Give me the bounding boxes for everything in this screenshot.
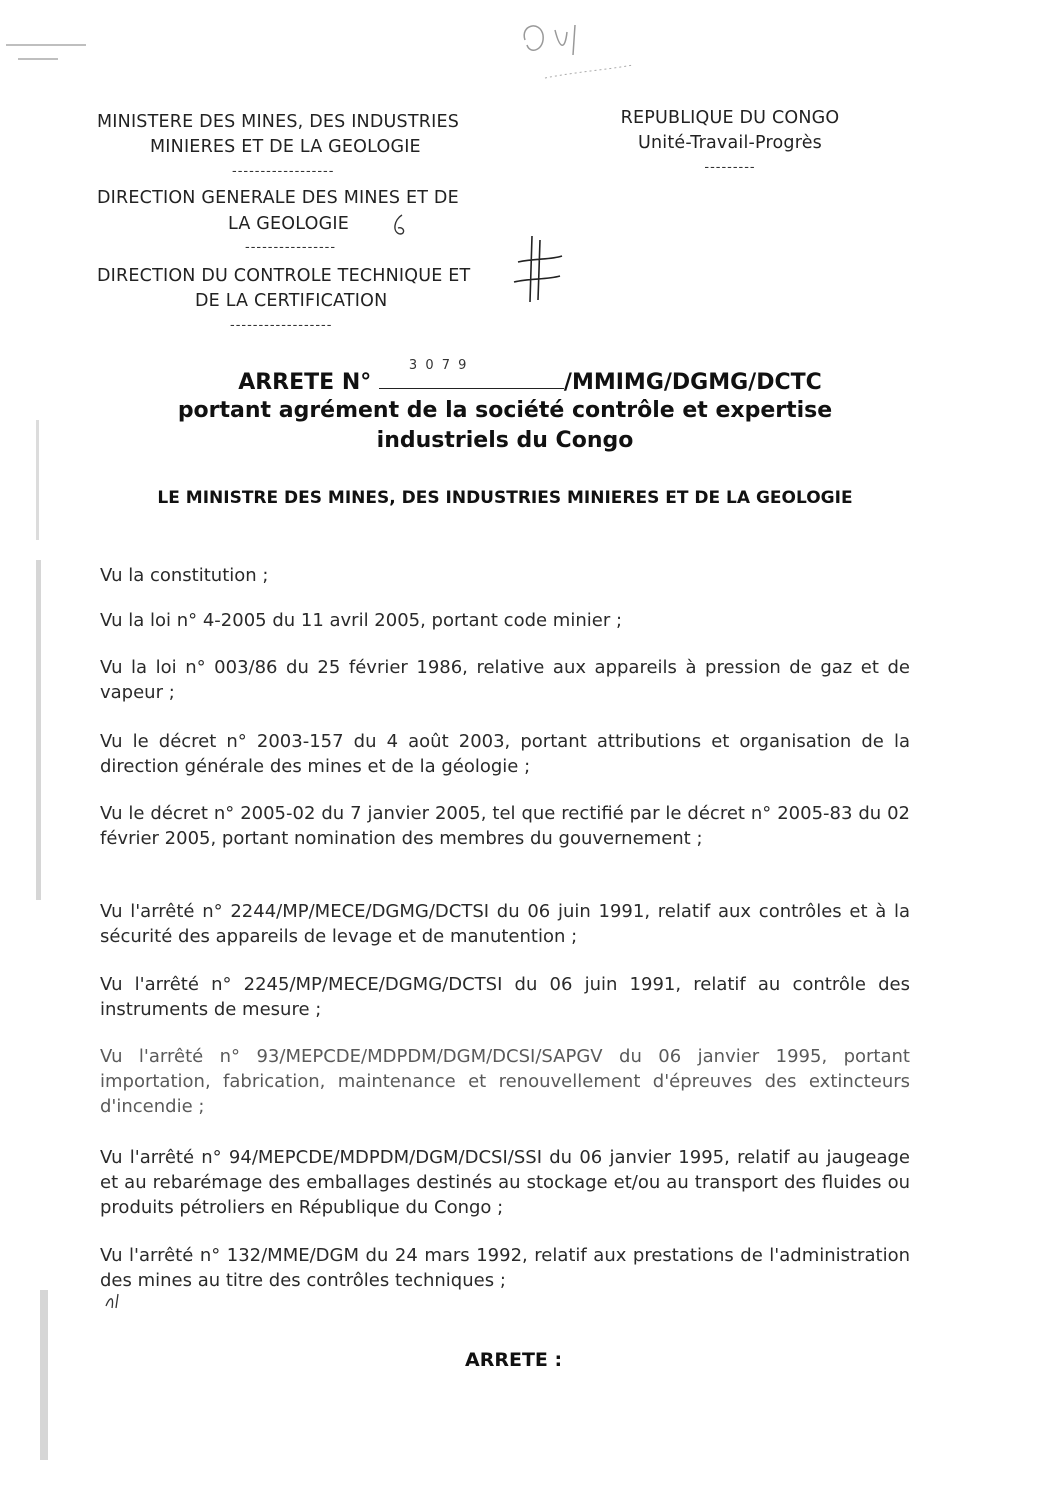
decree-prefix: ARRETE N° (238, 370, 372, 395)
visa-paragraph: Vu l'arrêté n° 94/MEPCDE/MDPDM/DGM/DCSI/SSI du 06 janvier 1995, relatif au jaugeage et au rebarémage des emballages destinés au stockage et/ou au transport des fluides ou produits pétroliers en République du Congo ; (100, 1147, 910, 1218)
minister-heading: LE MINISTRE DES MINES, DES INDUSTRIES MINIERES ET DE LA GEOLOGIE (157, 488, 853, 508)
arrete-heading: ARRETE : (465, 1349, 563, 1371)
decree-number: 3 0 7 9 (408, 358, 469, 373)
scan-mark (6, 44, 86, 46)
handwritten-signature (506, 232, 566, 308)
scan-mark (40, 1290, 48, 1460)
decree-number-blank (379, 358, 564, 389)
decree-subject-line1: portant agrément de la société contrôle et expertise (177, 398, 833, 423)
separator: ------------------ (232, 164, 335, 179)
visa-paragraph: Vu l'arrêté n° 132/MME/DGM du 24 mars 1992, relatif aux prestations de l'administration des mines au titre des contrôles techniques ; (100, 1245, 910, 1291)
visa-paragraph: Vu l'arrêté n° 2245/MP/MECE/DGMG/DCTSI du 06 juin 1991, relatif au contrôle des instruments de mesure ; (100, 974, 910, 1020)
decree-number-line (0, 358, 1060, 395)
handwritten-initial (388, 212, 412, 240)
direction-controle-line2: DE LA CERTIFICATION (195, 291, 388, 311)
decree-suffix: /MMIMG/DGMG/DCTC (563, 370, 822, 395)
separator: ---------------- (245, 240, 337, 255)
visa-paragraph: Vu la constitution ; (100, 565, 269, 586)
handwritten-scribble (505, 10, 645, 90)
handwritten-mark (100, 1290, 130, 1312)
ministry-name-line2: MINIERES ET DE LA GEOLOGIE (150, 137, 421, 157)
decree-subject-line2: industriels du Congo (376, 428, 634, 453)
ministry-name-line1: MINISTERE DES MINES, DES INDUSTRIES (97, 112, 460, 132)
visa-paragraph: Vu l'arrêté n° 93/MEPCDE/MDPDM/DGM/DCSI/SAPGV du 06 janvier 1995, portant importation, fabrication, maintenance et renouvellement d'épreuves des extincteurs d'incendie ; (100, 1046, 910, 1117)
national-motto: Unité-Travail-Progrès (637, 133, 823, 153)
separator: ------------------ (230, 318, 333, 333)
scan-mark (36, 560, 41, 900)
visa-paragraph: Vu le décret n° 2003-157 du 4 août 2003, portant attributions et organisation de la direction générale des mines et de la géologie ; (100, 731, 910, 777)
visa-paragraph: Vu la loi n° 003/86 du 25 février 1986, relative aux appareils à pression de gaz et de vapeur ; (100, 657, 910, 703)
separator: --------- (704, 160, 756, 175)
visa-paragraph: Vu la loi n° 4-2005 du 11 avril 2005, portant code minier ; (100, 610, 623, 631)
direction-controle-line1: DIRECTION DU CONTROLE TECHNIQUE ET (97, 266, 471, 286)
scan-mark (18, 58, 58, 60)
direction-generale-line2: LA GEOLOGIE (228, 214, 349, 234)
visa-paragraph: Vu le décret n° 2005-02 du 7 janvier 2005, tel que rectifié par le décret n° 2005-83 du 02 février 2005, portant nomination des membres du gouvernement ; (100, 803, 910, 849)
visa-paragraph: Vu l'arrêté n° 2244/MP/MECE/DGMG/DCTSI du 06 juin 1991, relatif aux contrôles et à la sécurité des appareils de levage et de manutention ; (100, 901, 910, 947)
direction-generale-line1: DIRECTION GENERALE DES MINES ET DE (97, 188, 459, 208)
republic-name: REPUBLIQUE DU CONGO (620, 108, 840, 128)
